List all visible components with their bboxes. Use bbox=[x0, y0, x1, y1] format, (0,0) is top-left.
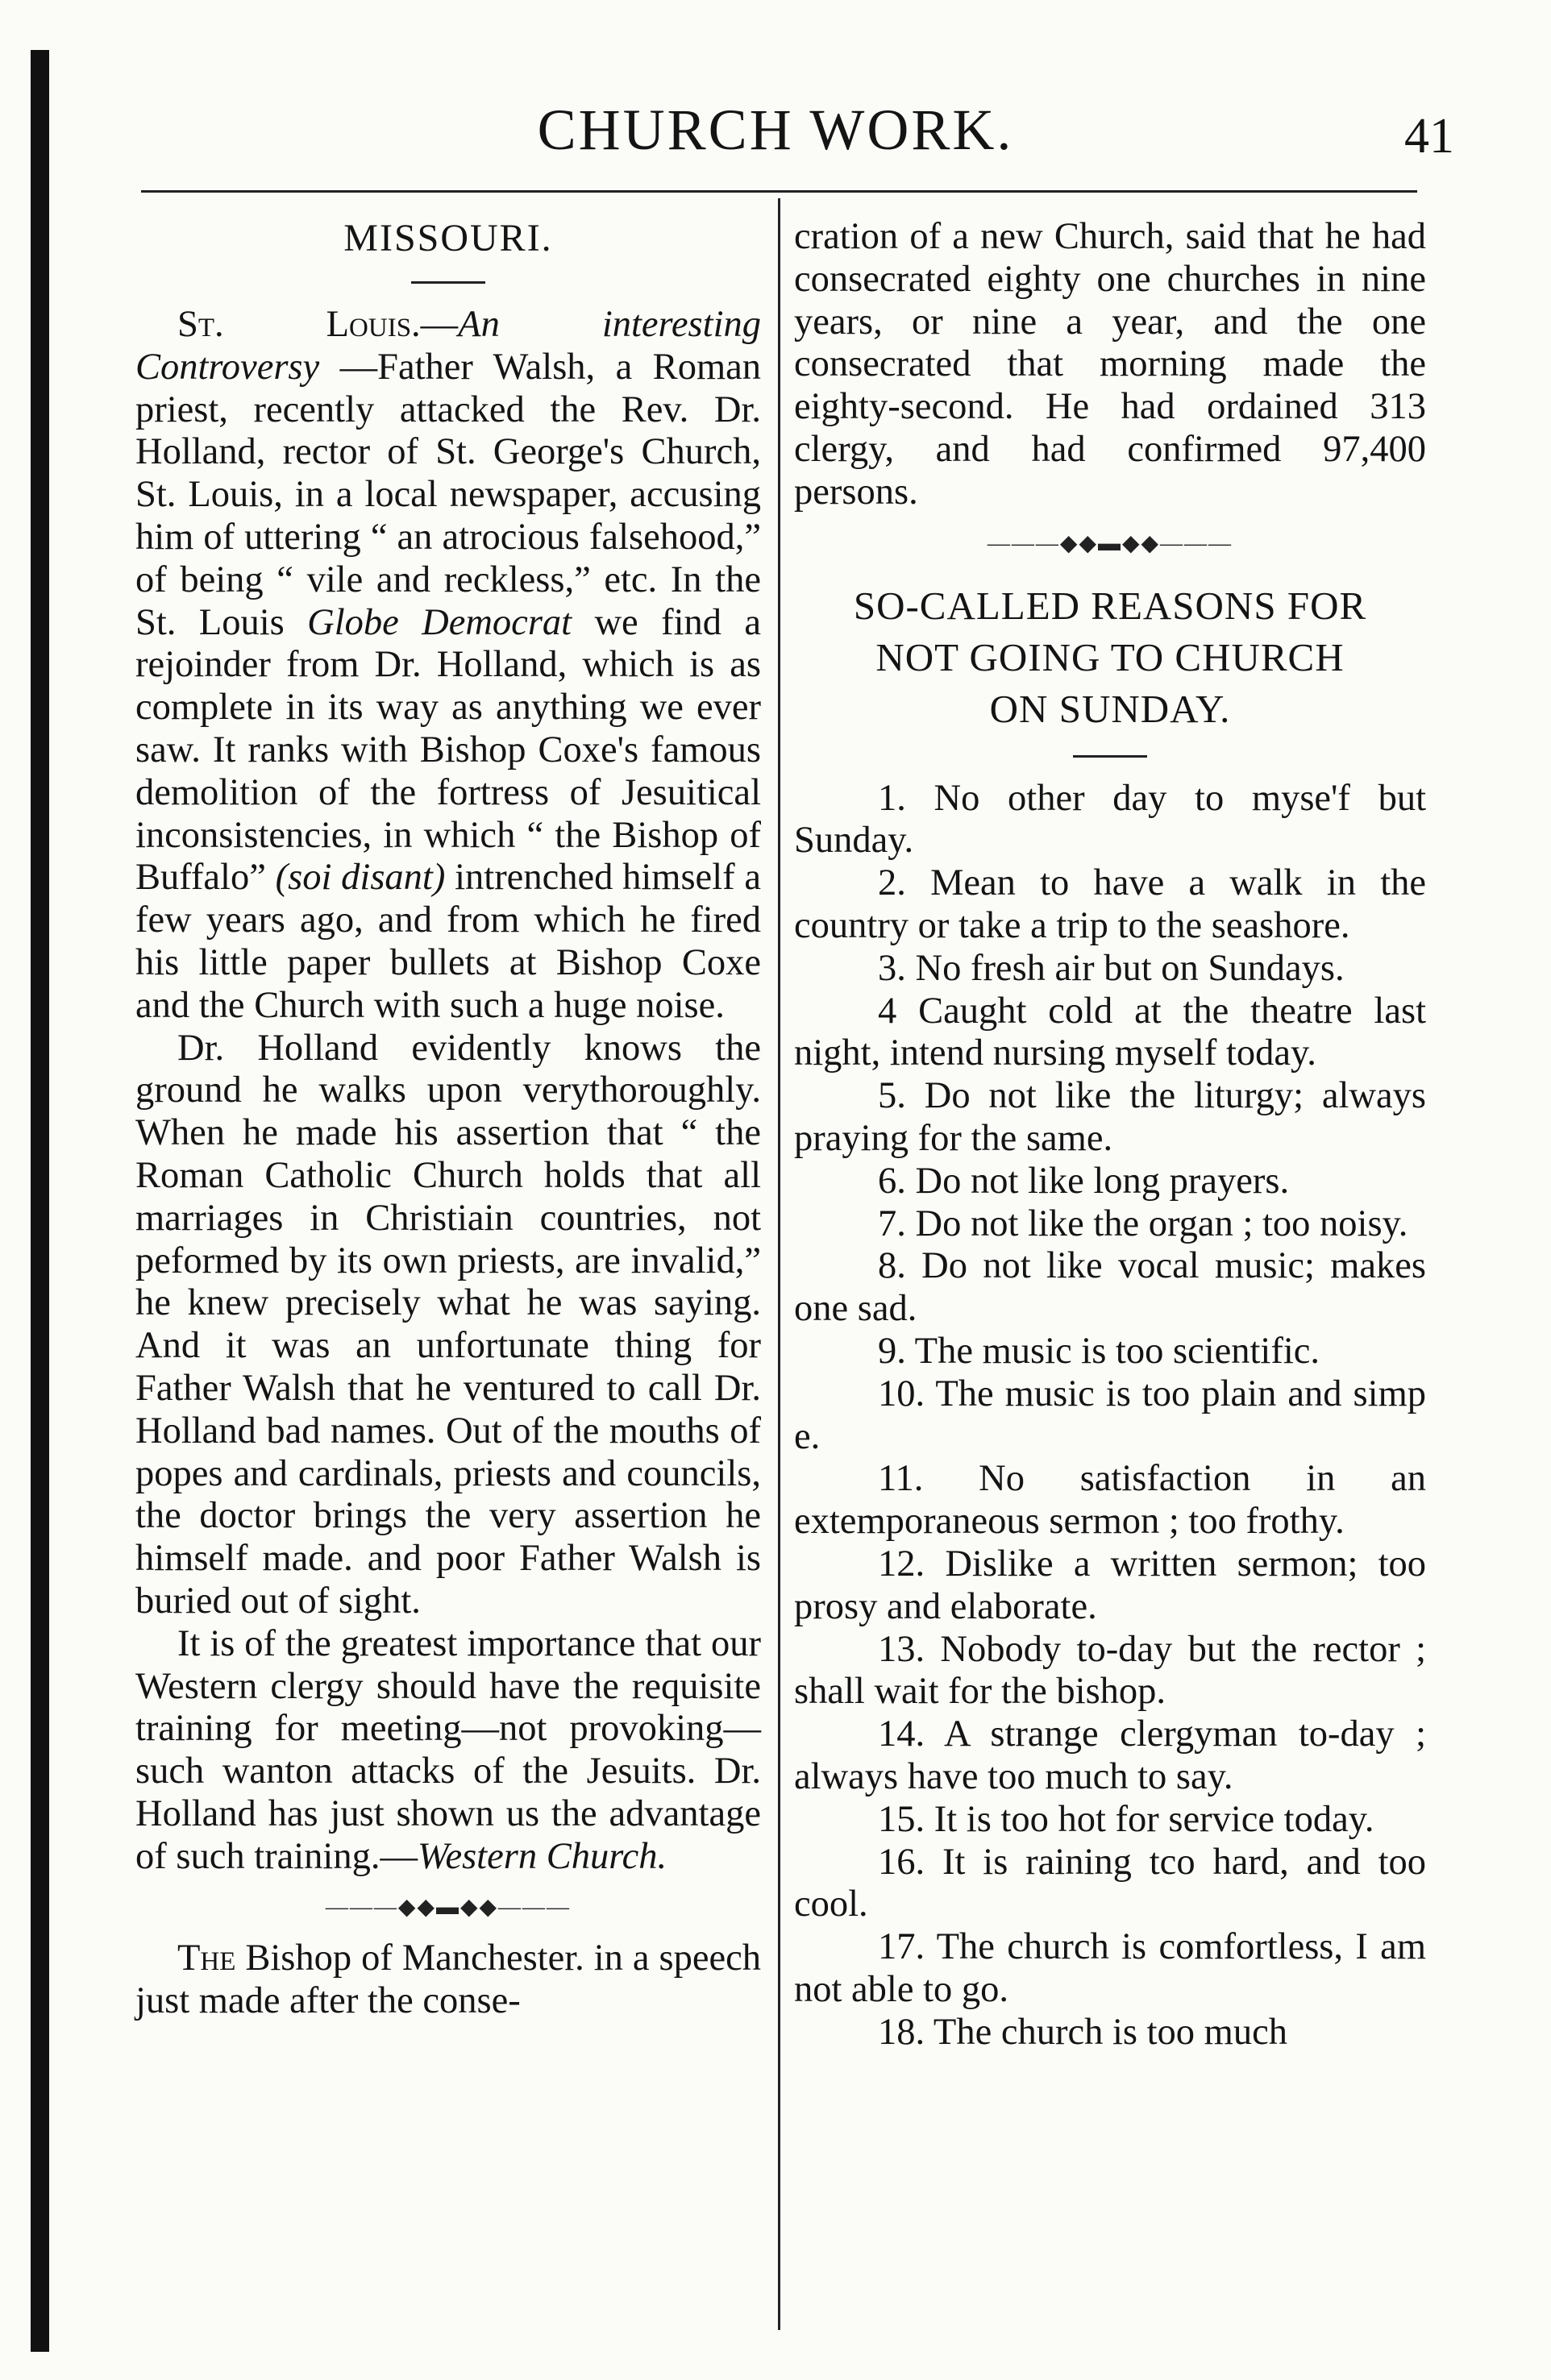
header-rule bbox=[141, 190, 1417, 193]
list-item-text: It is raining tco hard, and too cool. bbox=[794, 1841, 1426, 1925]
paragraph-manchester: The Bishop of Manchester. in a speech just made after the conse- bbox=[135, 1938, 761, 2022]
list-item-number: 14. bbox=[878, 1713, 925, 1755]
list-item bbox=[794, 1543, 1426, 1629]
list-item-text: No fresh air but on Sundays. bbox=[915, 947, 1345, 989]
list-item-text: Caught cold at the theatre last night, intend nursing myself today. bbox=[794, 990, 1427, 1074]
list-item bbox=[794, 1075, 1426, 1161]
list-item-text: No other day to myse'f but Sunday. bbox=[794, 777, 1426, 862]
list-item-text: Do not like vocal music; makes one sad. bbox=[794, 1245, 1426, 1330]
list-item-text: The music is too plain and simp e. bbox=[794, 1373, 1426, 1457]
list-item bbox=[794, 1161, 1426, 1203]
list-item bbox=[794, 1842, 1426, 1927]
list-item bbox=[794, 1458, 1426, 1543]
list-item-number: 5. bbox=[878, 1075, 906, 1117]
paragraph-st-louis: St. Louis.—An interesting Controversy —Father Walsh, a Roman priest, recently attacked the Rev. Dr. Holland, rector of St. George's Church, St. Louis, in a local newspaper, accusing him of uttering “ an atrocious falsehood,” of being “ vile and reckless,” etc. In the St. Louis Globe Democrat we find a rejoinder from Dr. Holland, which is as complete in its way as anything we ever saw. It ranks with Bishop Coxe's famous demolition of the fortress of Jesuitical inconsistencies, in which “ the Bishop of Buffalo” (soi disant) intrenched himself a few years ago, and from which he fired his little paper bullets at Bishop Coxe and the Church with such a huge noise. bbox=[135, 304, 762, 1026]
page-number: 41 bbox=[1404, 109, 1454, 164]
list-item-text: Nobody to-day but the rector ; shall wait for the bishop. bbox=[794, 1628, 1426, 1713]
list-item bbox=[794, 862, 1426, 948]
list-item bbox=[794, 1629, 1426, 1714]
paragraph-continuation: cration of a new Church, said that he had consecrated eighty one churches in nine years, or nine a year, and the one consecrated that morning made the eighty-second. He had ordained 313 clergy, and had confirmed 97,400 persons. bbox=[794, 216, 1426, 513]
list-item bbox=[794, 1926, 1426, 2012]
paragraph-holland: Dr. Holland evidently knows the ground he walks upon verythoroughly. When he made his assertion that “ the Roman Catholic Church holds that all marriages in Christiain countries, not peformed by its own priests, are invalid,” he knew precisely what he was saying. And it was an unfortunate thing for Father Walsh that he ventured to call Dr. Holland bad names. Out of the mouths of popes and cardinals, priests and councils, the doctor brings the very assertion he himself made. and poor Father Walsh is buried out of sight. bbox=[135, 1027, 761, 1622]
reasons-list bbox=[794, 778, 1426, 2054]
ornament-divider: ———◆◆▬◆◆——— bbox=[987, 530, 1233, 556]
list-item-number: 15. bbox=[878, 1798, 925, 1840]
list-item-text: It is too hot for service today. bbox=[934, 1798, 1374, 1840]
list-item-number: 18. bbox=[878, 2011, 925, 2053]
list-item-text: The church is comfortless, I am not able to go. bbox=[794, 1926, 1426, 2010]
list-item-number: 6. bbox=[878, 1160, 906, 1202]
list-item-number: 8. bbox=[878, 1245, 906, 1287]
list-item-number: 11. bbox=[878, 1458, 924, 1500]
list-item-number: 16. bbox=[878, 1841, 925, 1883]
section-heading-reasons: SO-CALLED REASONS FOR NOT GOING TO CHURCH ON SUNDAY. bbox=[853, 583, 1367, 731]
list-item-text: The music is too scientific. bbox=[914, 1330, 1320, 1372]
list-item bbox=[794, 778, 1426, 863]
list-item-number: 7. bbox=[878, 1202, 906, 1244]
ornament-divider: ———◆◆▬◆◆——— bbox=[325, 1895, 572, 1921]
list-item-number: 3. bbox=[878, 947, 906, 989]
left-column bbox=[135, 216, 761, 2023]
list-item-text: Do not like long prayers. bbox=[915, 1160, 1290, 1202]
list-item-text: The church is too much bbox=[933, 2011, 1287, 2053]
list-item-number: 1. bbox=[878, 777, 906, 819]
page-edge-bar bbox=[31, 50, 49, 2352]
list-item-number: 13. bbox=[878, 1628, 925, 1670]
short-rule bbox=[411, 281, 485, 284]
list-item bbox=[794, 1203, 1426, 1246]
list-item-text: Mean to have a walk in the country or take a trip to the seashore. bbox=[794, 862, 1427, 946]
italic-title: An interesting Controversy bbox=[135, 304, 761, 388]
section-heading-missouri: MISSOURI. bbox=[343, 217, 553, 260]
list-item bbox=[794, 2012, 1426, 2054]
list-item-number: 10. bbox=[878, 1373, 925, 1414]
list-item-text: Dislike a written sermon; too prosy and elaborate. bbox=[794, 1543, 1427, 1627]
list-item-text: A strange clergyman to-day ; always have too much to say. bbox=[794, 1713, 1426, 1797]
short-rule bbox=[1073, 755, 1147, 758]
column-divider bbox=[778, 198, 780, 2330]
list-item bbox=[794, 991, 1426, 1076]
source-attribution: Western Church. bbox=[417, 1835, 667, 1877]
list-item bbox=[794, 948, 1426, 991]
list-item-text: Do not like the organ ; too noisy. bbox=[915, 1202, 1408, 1244]
paragraph-training: It is of the greatest importance that our Western clergy should have the requisite training for meeting—not provoking—such wanton attacks of the Jesuits. Dr. Holland has just shown us the advantage of such training.—Western Church. bbox=[135, 1622, 761, 1877]
list-item bbox=[794, 1245, 1426, 1331]
list-item bbox=[794, 1331, 1426, 1373]
list-item-number: 12. bbox=[878, 1543, 925, 1585]
list-item-text: Do not like the liturgy; always praying for the same. bbox=[794, 1075, 1426, 1159]
italic-soi-disant: (soi disant) bbox=[275, 857, 446, 899]
list-item bbox=[794, 1373, 1426, 1459]
dateline: St. Louis. bbox=[177, 304, 421, 345]
list-item bbox=[794, 1713, 1426, 1799]
running-head-title: CHURCH WORK. bbox=[537, 98, 1014, 162]
list-item-number: 9. bbox=[878, 1330, 906, 1372]
list-item-text: No satisfaction in an extemporaneous sermon ; too frothy. bbox=[794, 1458, 1426, 1543]
newspaper-name: Globe Democrat bbox=[307, 601, 572, 643]
list-item-number: 4 bbox=[878, 990, 897, 1032]
list-item-number: 2. bbox=[878, 862, 906, 904]
list-item-number: 17. bbox=[878, 1926, 925, 1968]
list-item bbox=[794, 1799, 1426, 1842]
right-column bbox=[794, 216, 1426, 2054]
